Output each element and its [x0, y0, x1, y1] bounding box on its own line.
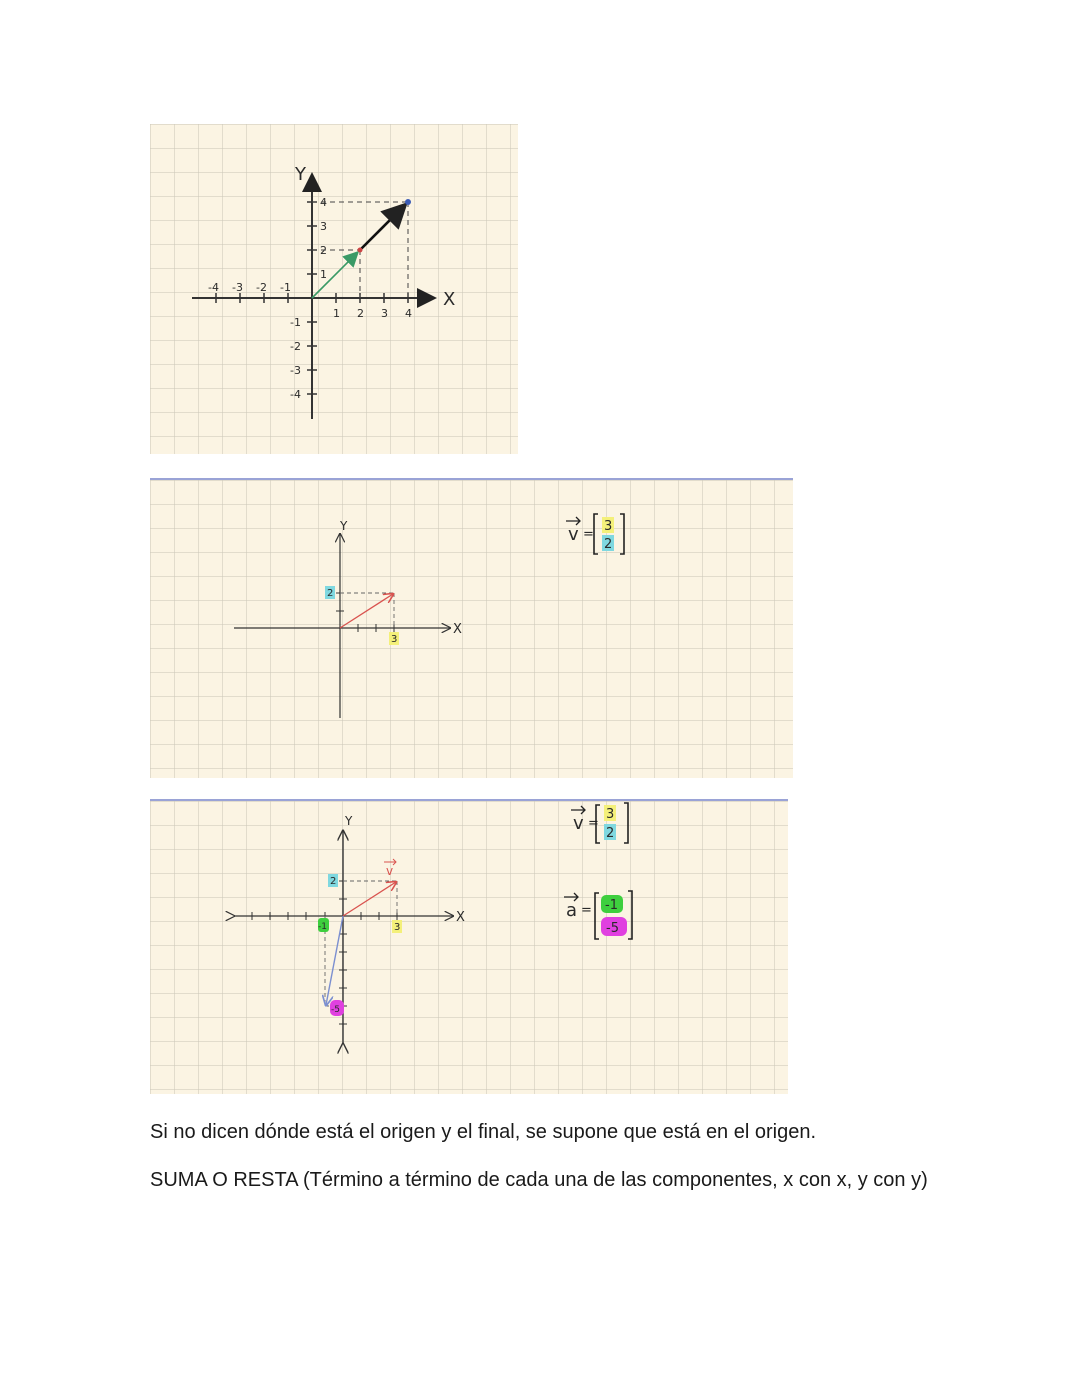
a-component-x: -1: [605, 898, 618, 913]
paragraph-sum-subtract: SUMA O RESTA (Término a término de cada una de las componentes, x con x, y con y): [150, 1169, 928, 1191]
y-tick-neg-1: -1: [290, 316, 301, 329]
y-tick-3: 3: [320, 220, 327, 233]
a-component-y: -5: [606, 921, 619, 936]
v-component-y: 2: [606, 826, 615, 841]
x-tick-neg-2: -2: [256, 281, 267, 294]
graph-2-svg: [150, 480, 793, 778]
x-axis-label: X: [453, 622, 462, 637]
right-bracket: [620, 514, 624, 554]
y-tick-1: 1: [320, 268, 327, 281]
x-tick-1: 1: [333, 307, 340, 320]
y-tick-2: 2: [327, 588, 334, 599]
midpoint-dot: [358, 248, 363, 253]
graph-1-svg: [150, 124, 518, 454]
svg-text:=: =: [581, 903, 592, 918]
vector-a-name: a: [566, 900, 578, 921]
green-vector: [312, 252, 358, 298]
x-tick-3: 3: [394, 922, 401, 933]
vector-v: [343, 882, 396, 916]
x-axis-label: X: [443, 289, 456, 310]
y-tick-neg-3: -3: [290, 364, 301, 377]
y-tick-neg-5: -5: [331, 1005, 340, 1015]
graph-3-svg: [150, 801, 788, 1094]
svg-text:=: =: [583, 527, 594, 542]
vector-v-label: v: [386, 864, 394, 878]
v-component-y: 2: [604, 537, 613, 552]
graph-panel-2: [150, 478, 793, 778]
v-component-x: 3: [604, 519, 613, 534]
x-axis-label: X: [456, 910, 465, 925]
paragraph-origin-note: Si no dicen dónde está el origen y el final, se supone que está en el origen.: [150, 1121, 817, 1143]
x-tick-3: 3: [381, 307, 388, 320]
y-tick-neg-2: -2: [290, 340, 301, 353]
graph-panel-3: [150, 799, 788, 1094]
x-tick-neg-3: -3: [232, 281, 243, 294]
x-tick-2: 2: [357, 307, 364, 320]
x-tick-neg-1: -1: [280, 281, 291, 294]
y-tick-2: 2: [320, 244, 327, 257]
endpoint-dot: [405, 199, 411, 205]
black-vector: [360, 204, 406, 250]
vector-v-name: v: [573, 813, 584, 834]
svg-text:=: =: [588, 816, 599, 831]
x-tick-3: 3: [391, 634, 398, 645]
graph-panel-1: [150, 124, 518, 454]
x-tick-neg-4: -4: [208, 281, 219, 294]
vector-v-name: v: [568, 524, 579, 545]
y-tick-2: 2: [330, 876, 337, 887]
y-axis-label: Y: [340, 519, 348, 533]
y-tick-neg-4: -4: [290, 388, 301, 401]
vector-v: [340, 594, 393, 628]
x-tick-neg-1: -1: [318, 922, 327, 932]
y-axis-label: Y: [345, 814, 353, 828]
v-component-x: 3: [606, 807, 615, 822]
left-bracket: [594, 514, 598, 554]
x-tick-4: 4: [405, 307, 412, 320]
y-axis-label: Y: [295, 164, 306, 185]
y-tick-4: 4: [320, 196, 327, 209]
